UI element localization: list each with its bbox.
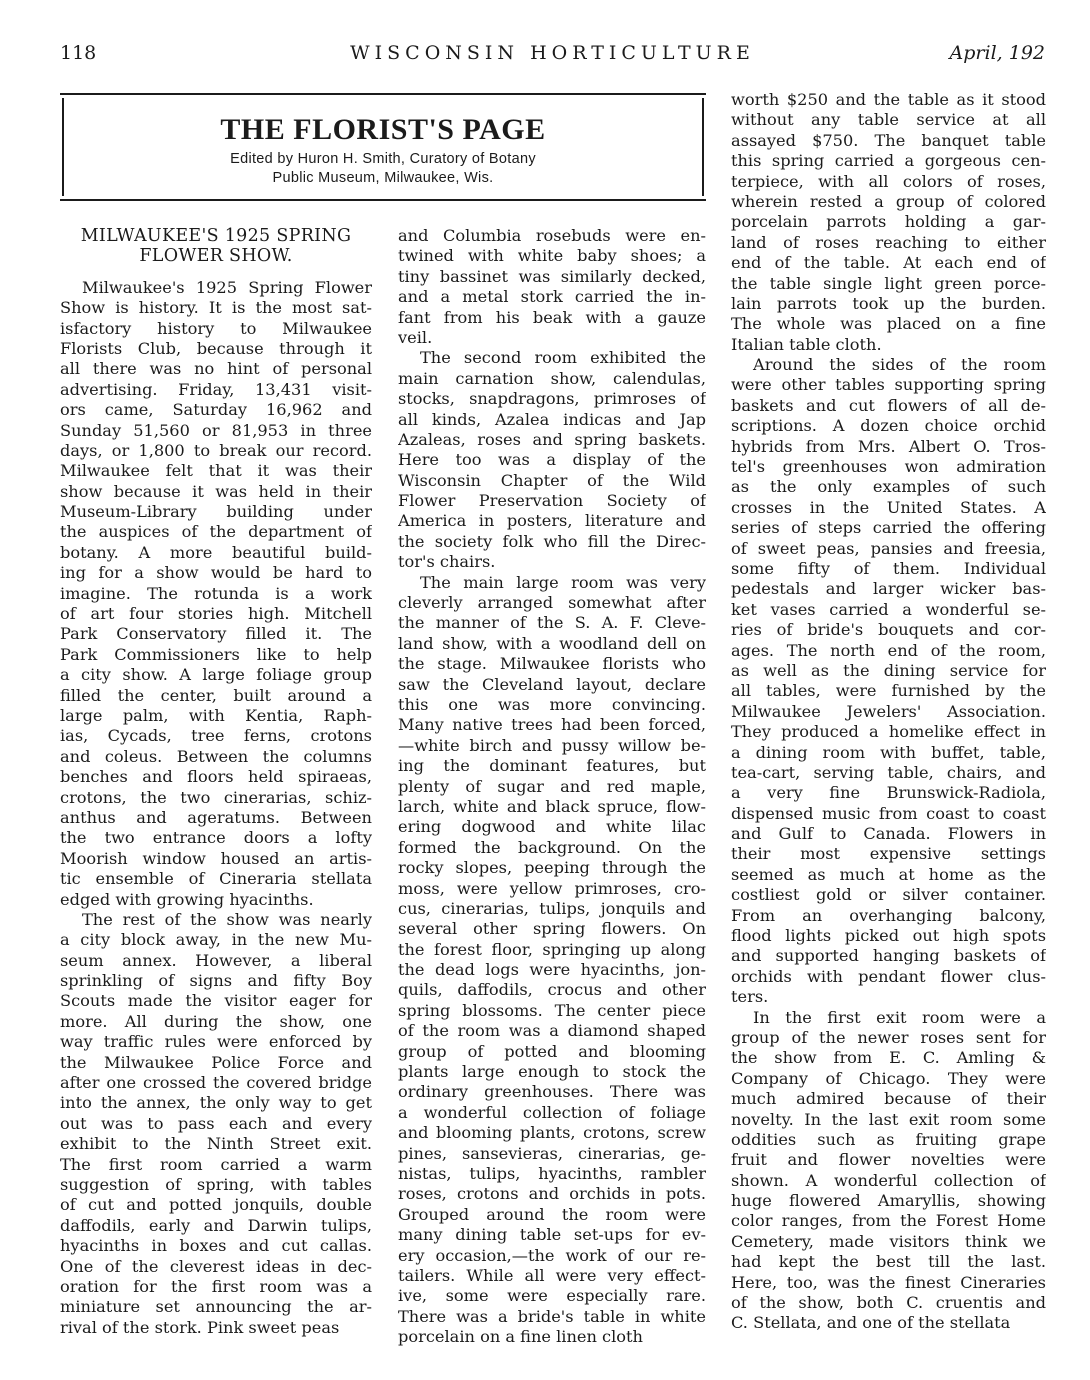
text-line: the two entrance doors a lofty xyxy=(60,828,372,848)
text-line: In the first exit room were a xyxy=(753,1007,1046,1027)
text-line: Around the sides of the room xyxy=(753,355,1046,375)
text-line: this one was more convincing. xyxy=(398,694,706,714)
text-line: Milwaukee felt that it was their xyxy=(60,461,372,481)
text-line: the auspices of the department of xyxy=(60,522,372,542)
text-line: twined with white baby shoes; a xyxy=(398,246,706,266)
text-line: and blooming plants, crotons, screw xyxy=(398,1123,706,1143)
text-line: From an overhanging balcony, xyxy=(731,905,1046,925)
text-line: Museum-Library building under xyxy=(60,502,372,522)
text-line: They produced a homelike effect in xyxy=(731,722,1046,742)
text-line: Wisconsin Chapter of the Wild xyxy=(398,470,706,490)
text-line: seemed as much at home as the xyxy=(731,864,1046,884)
text-line: ive, some were especially rare. xyxy=(398,1286,706,1306)
text-line: some fifty of them. Individual xyxy=(731,558,1046,578)
text-line: costliest gold or silver container. xyxy=(731,885,1046,905)
issue-date: April, 192 xyxy=(949,42,1045,64)
text-line: Azaleas, roses and spring baskets. xyxy=(398,429,706,449)
article-headline-line: FLOWER SHOW. xyxy=(139,246,293,267)
text-line: and a metal stork carried the in- xyxy=(398,287,706,307)
text-line: botany. A more beautiful build- xyxy=(60,542,372,562)
running-header xyxy=(60,42,1045,70)
text-line: The rest of the show was nearly xyxy=(82,909,372,929)
text-line: and Columbia rosebuds were en- xyxy=(398,226,706,245)
text-line: flood lights picked out high spots xyxy=(731,926,1046,946)
text-line: way traffic rules were enforced by xyxy=(60,1032,372,1052)
text-line: C. Stellata, and one of the stellata xyxy=(731,1313,1011,1333)
text-line: group of potted and blooming xyxy=(398,1041,706,1061)
text-line: moss, were yellow primroses, cro- xyxy=(398,878,706,898)
text-line: into the annex, the only way to get xyxy=(60,1093,372,1113)
text-line: imagine. The rotunda is a work xyxy=(60,583,372,603)
text-line: The whole was placed on a fine xyxy=(731,314,1046,334)
text-line: all there was no hint of personal xyxy=(60,359,372,379)
text-line: One of the cleverest ideas in dec- xyxy=(60,1256,372,1276)
text-line: seum annex. However, a liberal xyxy=(60,950,372,970)
page-number: 118 xyxy=(60,42,97,64)
text-line: Florists Club, because through it xyxy=(60,338,372,358)
text-line: ias, Cycads, tree ferns, crotons xyxy=(60,726,372,746)
text-line: of sweet peas, pansies and freesia, xyxy=(731,538,1046,558)
text-line: stocks, snapdragons, primroses of xyxy=(398,389,706,409)
text-line: The second room exhibited the xyxy=(420,348,706,368)
text-line: benches and floors held spiraeas, xyxy=(60,767,372,787)
text-line: the dead logs were hyacinths, jon- xyxy=(398,960,706,980)
text-line: assayed $750. The banquet table xyxy=(731,130,1046,150)
text-line: rocky slopes, peeping through the xyxy=(398,858,706,878)
text-line: the table single light green porce- xyxy=(731,273,1046,293)
text-line: porcelain parrots holding a gar- xyxy=(731,212,1046,232)
text-line: America in posters, literature and xyxy=(398,511,706,531)
text-line: as the only examples of such xyxy=(731,477,1046,497)
text-line: tel's greenhouses won admiration xyxy=(731,457,1046,477)
text-line: ering dogwood and white lilac xyxy=(398,817,706,837)
text-line: worth $250 and the table as it stood xyxy=(731,90,1046,109)
text-line: daffodils, early and Darwin tulips, xyxy=(60,1215,372,1235)
text-line: many dining table set-ups for ev- xyxy=(398,1225,706,1245)
text-line: —white birch and pussy willow be- xyxy=(398,735,706,755)
text-column-3 xyxy=(731,90,1046,1334)
text-line: huge flowered Amaryllis, showing xyxy=(731,1191,1046,1211)
text-line: pines, sansevieras, cinerarias, ge- xyxy=(398,1143,706,1163)
text-line: shown. A wonderful collection of xyxy=(731,1170,1046,1190)
text-line: formed the background. On the xyxy=(398,837,706,857)
text-line: edged with growing hyacinths. xyxy=(60,889,314,909)
text-line: There was a bride's table in white xyxy=(398,1306,706,1326)
text-line: a city show. A large foliage group xyxy=(60,665,372,685)
text-line: quils, daffodils, crocus and other xyxy=(398,980,706,1000)
text-line: all tables, were furnished by the xyxy=(731,681,1046,701)
text-line: Show is history. It is the most sat- xyxy=(60,298,372,318)
article-headline-line: MILWAUKEE'S 1925 SPRING xyxy=(80,226,352,246)
text-line: as well as the dining service for xyxy=(731,660,1046,680)
text-line: plenty of sugar and red maple, xyxy=(398,776,706,796)
text-column-2 xyxy=(398,226,706,1347)
text-line: veil. xyxy=(398,327,433,347)
text-line: after one crossed the covered bridge xyxy=(60,1073,372,1093)
text-line: color ranges, from the Forest Home xyxy=(731,1211,1046,1231)
text-line: saw the Cleveland layout, declare xyxy=(398,674,706,694)
text-line: The main large room was very xyxy=(420,572,706,592)
text-line: Cemetery, made visitors think we xyxy=(731,1231,1046,1251)
text-line: Italian table cloth. xyxy=(731,334,882,354)
text-line: the forest floor, springing up along xyxy=(398,939,706,959)
text-line: ing for a show would be hard to xyxy=(60,563,372,583)
text-line: porcelain on a fine linen cloth xyxy=(398,1327,643,1347)
text-line: were other tables supporting spring xyxy=(731,375,1046,395)
text-line: tic ensemble of Cineraria stellata xyxy=(60,869,372,889)
text-line: Park Commissioners like to help xyxy=(60,644,372,664)
text-line: baskets and cut flowers of all de- xyxy=(731,395,1046,415)
text-line: Flower Preservation Society of xyxy=(398,491,706,511)
text-line: Here, too, was the finest Cineraries xyxy=(731,1272,1046,1292)
text-line: pedestals and larger wicker bas- xyxy=(731,579,1046,599)
text-line: Many native trees had been forced, xyxy=(398,715,706,735)
text-line: hybrids from Mrs. Albert O. Tros- xyxy=(731,436,1046,456)
text-line: filled the center, built around a xyxy=(60,685,372,705)
text-line: more. All during the show, one xyxy=(60,1011,372,1031)
text-line: miniature set announcing the ar- xyxy=(60,1297,372,1317)
text-line: all kinds, Azalea indicas and Jap xyxy=(398,409,706,429)
text-line: a city block away, in the new Mu- xyxy=(60,930,372,950)
text-line: much admired because of their xyxy=(731,1089,1046,1109)
text-line: crosses in the United States. A xyxy=(731,497,1046,517)
text-line: Company of Chicago. They were xyxy=(731,1068,1046,1088)
text-line: the manner of the S. A. F. Cleve- xyxy=(398,613,706,633)
text-line: show because it was held in their xyxy=(60,481,372,501)
headline-spacer xyxy=(60,267,372,278)
journal-title: WISCONSIN HORTICULTURE xyxy=(350,42,755,64)
text-line: ordinary greenhouses. There was xyxy=(398,1082,706,1102)
text-line: ket vases carried a wonderful se- xyxy=(731,599,1046,619)
text-line: anthus and ageratums. Between xyxy=(60,807,372,827)
text-line: Milwaukee's 1925 Spring Flower xyxy=(82,277,372,297)
text-line: this spring carried a gorgeous cen- xyxy=(731,151,1046,171)
text-line: of cut and potted jonquils, double xyxy=(60,1195,372,1215)
section-title: THE FLORIST'S PAGE xyxy=(220,113,546,146)
text-line: fruit and flower novelties were xyxy=(731,1150,1046,1170)
text-line: terpiece, with all colors of roses, xyxy=(731,171,1046,191)
text-line: dispensed music from coast to coast xyxy=(731,803,1046,823)
text-line: Milwaukee Jewelers' Association. xyxy=(731,701,1046,721)
text-line: a dining room with buffet, table, xyxy=(731,742,1046,762)
text-line: Moorish window housed an artis- xyxy=(60,848,372,868)
text-line: novelty. In the last exit room some xyxy=(731,1109,1046,1129)
text-line: Sunday 51,560 or 81,953 in three xyxy=(60,420,372,440)
museum-line: Public Museum, Milwaukee, Wis. xyxy=(272,170,494,186)
text-line: tailers. While all were very effect- xyxy=(398,1265,706,1285)
text-line: Park Conservatory filled it. The xyxy=(60,624,372,644)
text-line: advertising. Friday, 13,431 visit- xyxy=(60,379,372,399)
editor-line: Edited by Huron H. Smith, Curatory of Botany xyxy=(230,151,536,167)
text-line: their most expensive settings xyxy=(731,844,1046,864)
text-line: of the room was a diamond shaped xyxy=(398,1021,706,1041)
text-line: the stage. Milwaukee florists who xyxy=(398,654,706,674)
text-line: spring blossoms. The center piece xyxy=(398,1000,706,1020)
text-line: cleverly arranged somewhat after xyxy=(398,593,706,613)
text-column-1 xyxy=(60,226,372,1338)
text-line: Grouped around the room were xyxy=(398,1204,706,1224)
text-line: ors came, Saturday 16,962 and xyxy=(60,400,372,420)
text-line: exhibit to the Ninth Street exit. xyxy=(60,1134,372,1154)
text-line: lain parrots took up the burden. xyxy=(731,293,1046,313)
text-line: end of the table. At each end of xyxy=(731,253,1046,273)
text-line: larch, white and black spruce, flow- xyxy=(398,796,706,816)
text-line: and coleus. Between the columns xyxy=(60,746,372,766)
text-line: wherein rested a group of colored xyxy=(731,191,1046,211)
text-line: of the show, both C. cruentis and xyxy=(731,1293,1046,1313)
text-line: orchids with pendant flower clus- xyxy=(731,966,1046,986)
text-line: tiny bassinet was similarly decked, xyxy=(398,266,706,286)
text-line: a very fine Brunswick-Radiola, xyxy=(731,783,1046,803)
text-line: cus, cinerarias, tulips, jonquils and xyxy=(398,898,706,918)
text-line: large palm, with Kentia, Raph- xyxy=(60,705,372,725)
florists-page-box xyxy=(60,93,706,201)
text-line: without any table service at all xyxy=(731,110,1046,130)
text-line: group of the newer roses sent for xyxy=(731,1027,1046,1047)
text-line: land of roses reaching to either xyxy=(731,232,1046,252)
text-line: The first room carried a warm xyxy=(60,1154,372,1174)
text-line: and Gulf to Canada. Flowers in xyxy=(731,824,1046,844)
text-line: tor's chairs. xyxy=(398,552,496,572)
text-line: isfactory history to Milwaukee xyxy=(60,318,372,338)
text-line: several other spring flowers. On xyxy=(398,919,706,939)
text-line: land show, with a woodland dell on xyxy=(398,633,706,653)
text-line: plants large enough to stock the xyxy=(398,1062,706,1082)
text-line: crotons, the two cinerarias, schiz- xyxy=(60,787,372,807)
text-line: ages. The north end of the room, xyxy=(731,640,1046,660)
text-line: suggestion of spring, with tables xyxy=(60,1174,372,1194)
text-line: the show from E. C. Amling & xyxy=(731,1048,1046,1068)
text-line: Here too was a display of the xyxy=(398,450,706,470)
text-line: fant from his beak with a gauze xyxy=(398,307,706,327)
text-line: rival of the stork. Pink sweet peas xyxy=(60,1317,340,1337)
text-line: Scouts made the visitor eager for xyxy=(60,991,372,1011)
text-line: out was to pass each and every xyxy=(60,1113,372,1133)
text-line: series of steps carried the offering xyxy=(731,518,1046,538)
text-line: a wonderful collection of foliage xyxy=(398,1102,706,1122)
text-line: the Milwaukee Police Force and xyxy=(60,1052,372,1072)
text-line: main carnation show, calendulas, xyxy=(398,368,706,388)
text-line: the society folk who fill the Direc- xyxy=(398,531,706,551)
text-line: and supported hanging baskets of xyxy=(731,946,1046,966)
text-line: oddities such as fruiting grape xyxy=(731,1129,1046,1149)
text-line: hyacinths in boxes and cut callas. xyxy=(60,1236,372,1256)
text-line: ery occasion,—the work of our re- xyxy=(398,1245,706,1265)
text-line: nistas, tulips, hyacinths, rambler xyxy=(398,1163,706,1183)
text-line: roses, crotons and orchids in pots. xyxy=(398,1184,706,1204)
text-line: ing the dominant features, but xyxy=(398,756,706,776)
text-line: tea-cart, serving table, chairs, and xyxy=(731,762,1046,782)
text-line: scriptions. A dozen choice orchid xyxy=(731,416,1046,436)
text-line: days, or 1,800 to break our record. xyxy=(60,440,372,460)
text-line: sprinkling of signs and fifty Boy xyxy=(60,971,372,991)
text-line: had kept the best till the last. xyxy=(731,1252,1046,1272)
text-line: oration for the first room was a xyxy=(60,1276,372,1296)
text-line: ries of bride's bouquets and cor- xyxy=(731,620,1046,640)
text-line: ters. xyxy=(731,987,769,1007)
text-line: of art four stories high. Mitchell xyxy=(60,604,372,624)
